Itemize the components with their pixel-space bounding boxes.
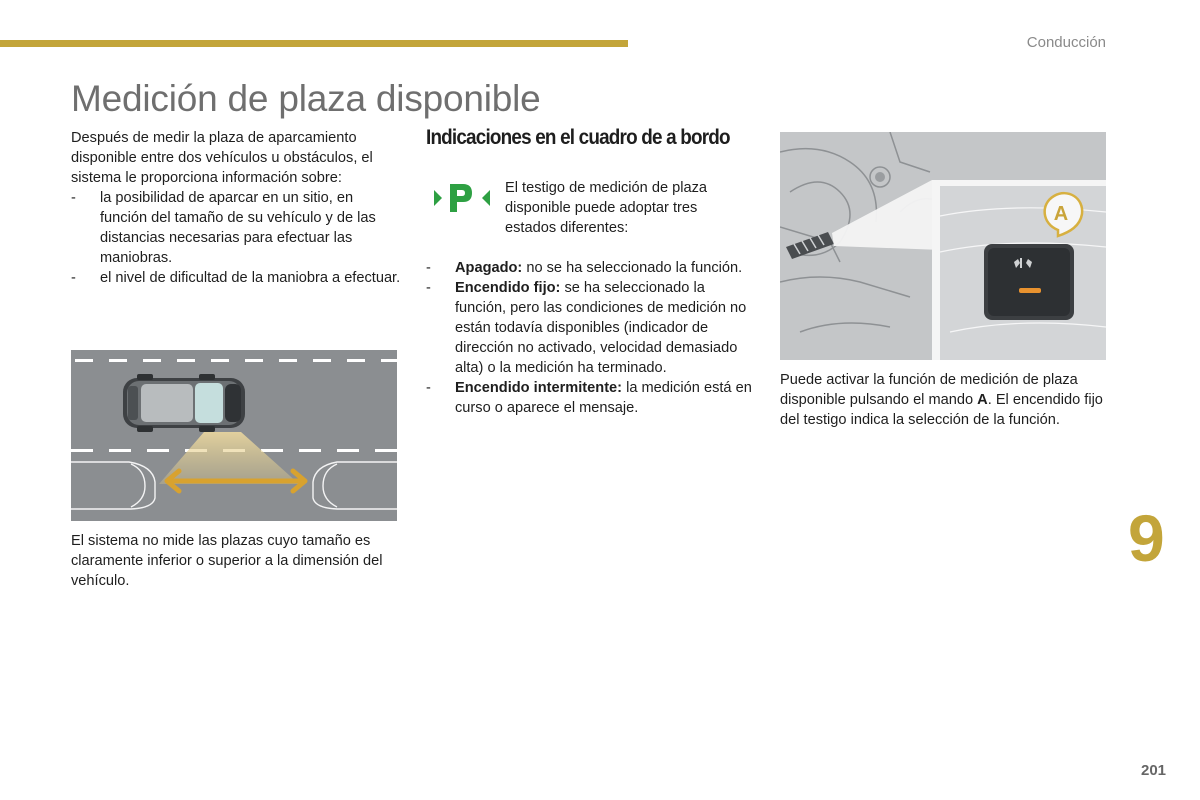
header-accent-bar [0,40,628,47]
state-label: Encendido fijo: [455,280,561,296]
indicator-description: El testigo de medición de plaza disponible puede adoptar tres estados diferentes: [505,180,708,236]
chapter-number: 9 [1128,501,1165,575]
state-item [426,378,756,418]
console-caption [780,370,1110,430]
parking-scene-svg [71,350,397,521]
info-list [71,188,401,288]
left-column [71,128,401,288]
state-label: Encendido intermitente: [455,380,623,396]
section-label: Conducción [1026,34,1106,51]
state-text: se ha seleccionado la función, pero las condiciones de medición no están todavía disponibles (indicador de dirección no activado, velocidad demasiado alta) o la medición ha terminado. [455,280,747,376]
page-title: Medición de plaza disponible [71,78,541,119]
state-item [426,258,756,278]
indicator-states-list [426,258,756,418]
state-label: Apagado: [455,260,523,276]
state-text: no se ha seleccionado la función. [522,260,743,276]
state-text: la medición está en curso o aparece el mensaje. [455,380,752,416]
parking-illustration [71,350,397,521]
console-caption-post: . El encendido fijo del testigo indica la selección de la función. [780,392,1103,428]
info-list-item: - la posibilidad de aparcar en un sitio, en función del tamaño de su vehículo y de las distancias necesarias para efectuar las maniobras. [71,188,401,268]
park-assist-indicator-icon [434,178,490,218]
intro-text: Después de medir la plaza de aparcamiento disponible entre dos vehículos u obstáculos, el sistema le proporciona información sobre: [71,130,373,186]
console-illustration [780,132,1106,360]
console-scene-svg [780,132,1106,360]
callout-a-label: A [1053,203,1069,225]
console-caption-pre: Puede activar la función de medición de plaza disponible pulsando el mando [780,372,1078,408]
middle-column [426,128,756,418]
indicator-row [426,178,756,250]
state-item [426,278,756,378]
subsection-title: Indicaciones en el cuadro de a bordo [426,126,730,149]
parking-caption: El sistema no mide las plazas cuyo tamaño es claramente inferior o superior a la dimensión del vehículo. [71,533,383,589]
console-caption-bold: A [977,392,988,408]
info-list-item: - el nivel de dificultad de la maniobra a efectuar. [71,268,401,288]
page-number: 201 [1141,762,1167,779]
